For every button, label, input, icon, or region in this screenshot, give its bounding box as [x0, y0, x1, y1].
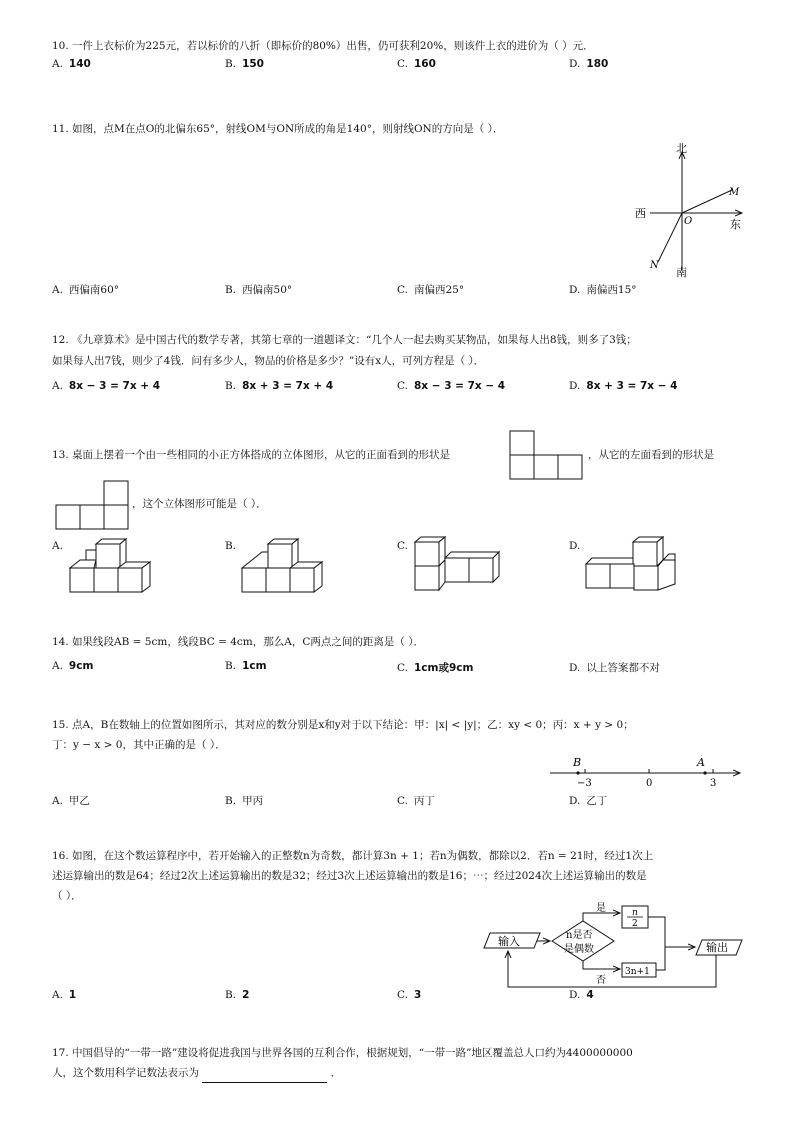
- question-14-options: [52, 660, 742, 678]
- question-15-options: [52, 793, 742, 811]
- output-label: 输出: [706, 941, 728, 954]
- north-label: 北: [676, 142, 687, 155]
- question-17-stem-line-2: [52, 1063, 742, 1083]
- question-12-options: [52, 380, 742, 398]
- cube-figure-a: [66, 538, 161, 600]
- option-c[interactable]: C. 丙丁: [397, 795, 435, 807]
- option-d[interactable]: D. 4: [569, 989, 594, 1001]
- point-o-label: O: [684, 216, 693, 227]
- cube-figure-b: [238, 538, 333, 600]
- decision-label-1: n是否: [566, 930, 593, 941]
- tick-label: −3: [577, 778, 592, 789]
- option-b[interactable]: B.: [225, 540, 237, 552]
- question-10-options: [52, 58, 742, 76]
- input-label: 输入: [498, 935, 520, 948]
- tick-label: 0: [646, 778, 653, 789]
- option-b[interactable]: B. 8x + 3 = 7x + 4: [225, 380, 334, 392]
- question-12-stem-line-1: 12. 《九章算术》是中国古代的数学专著，其第七章的一道题译文：“几个人一起去购买某物品，如果每人出8钱，则多了3钱；: [52, 334, 637, 346]
- no-label: 否: [596, 975, 606, 986]
- left-view-figure: [52, 480, 132, 530]
- question-13-stem-part-3: ，这个立体图形可能是（ ）．: [132, 498, 267, 510]
- option-c[interactable]: C. 160: [397, 58, 436, 70]
- option-c[interactable]: C. 1cm或9cm: [397, 662, 474, 674]
- option-d[interactable]: D. 南偏西15°: [569, 284, 637, 296]
- option-a[interactable]: A. 140: [52, 58, 91, 70]
- odd-step-label: 3n+1: [625, 967, 650, 977]
- option-a[interactable]: A.: [52, 540, 63, 552]
- question-16-stem-line-2: 述运算输出的数是64；经过2次上述运算输出的数是32；经过3次上述运算输出的数是16；⋯；经过2024次上述运算输出的数是: [52, 870, 647, 882]
- south-label: 南: [676, 266, 687, 279]
- option-a[interactable]: A. 8x − 3 = 7x + 4: [52, 380, 161, 392]
- front-view-figure: [509, 430, 585, 482]
- option-a[interactable]: A. 1: [52, 989, 77, 1001]
- flowchart-figure: [480, 903, 750, 993]
- east-label: 东: [730, 218, 741, 231]
- option-b[interactable]: B. 甲丙: [225, 795, 264, 807]
- question-10-stem: 10. 一件上衣标价为225元，若以标价的八折（即标价的80%）出售，仍可获利20%，则该件上衣的进价为（ ）元．: [52, 40, 594, 52]
- point-m-label: M: [729, 187, 740, 198]
- option-d[interactable]: D. 8x + 3 = 7x − 4: [569, 380, 678, 392]
- half-numerator: n: [632, 908, 638, 918]
- option-b[interactable]: B. 西偏南50°: [225, 284, 293, 296]
- option-c[interactable]: C. 南偏西25°: [397, 284, 465, 296]
- question-16-stem-line-1: 16. 如图，在这个数运算程序中，若开始输入的正整数n为奇数，都计算3n + 1；若n为偶数，都除以2．若n = 21时，经过1次上: [52, 850, 654, 862]
- option-d[interactable]: D. 180: [569, 58, 609, 70]
- answer-blank[interactable]: [202, 1070, 327, 1083]
- question-11-stem: 11. 如图，点M在点O的北偏东65°，射线OM与ON所成的角是140°，则射线ON的方向是（ ）．: [52, 123, 504, 135]
- question-15-stem-line-2: 丁：y − x > 0，其中正确的是（ ）．: [52, 739, 226, 751]
- point-n-label: N: [650, 260, 659, 271]
- question-15-stem-line-1: 15. 点A，B在数轴上的位置如图所示，其对应的数分别是x和y对于以下结论：甲：|x| < |y|；乙：xy < 0；丙：x + y > 0；: [52, 719, 634, 731]
- question-17-period: ．: [330, 1067, 342, 1079]
- question-13-stem-part-1: 13. 桌面上摆着一个由一些相同的小正方体搭成的立体图形，从它的正面看到的形状是: [52, 449, 451, 461]
- question-12-stem-line-2: 如果每人出7钱，则少了4钱．问有多少人，物品的价格是多少？”设有x人，可列方程是（ ）．: [52, 355, 485, 367]
- west-label: 西: [635, 207, 646, 220]
- option-b[interactable]: B. 1cm: [225, 660, 267, 672]
- compass-figure: [630, 140, 750, 280]
- option-a[interactable]: A. 西偏南60°: [52, 284, 120, 296]
- question-17-stem-line-1: 17. 中国倡导的“一带一路”建设将促进我国与世界各国的互利合作，根据规划，“一带一路”地区覆盖总人口约为4400000000: [52, 1047, 633, 1059]
- option-b[interactable]: B. 2: [225, 989, 250, 1001]
- half-denominator: 2: [632, 919, 638, 929]
- option-d[interactable]: D. 乙丁: [569, 795, 608, 807]
- option-b[interactable]: B. 150: [225, 58, 264, 70]
- number-line-figure: [545, 752, 745, 792]
- question-16-options: [52, 989, 742, 1007]
- question-13-stem-part-2: ，从它的左面看到的形状是: [588, 449, 714, 461]
- question-11-options: [52, 282, 742, 300]
- point-b-label: B: [573, 756, 582, 769]
- point-a-label: A: [697, 756, 705, 769]
- option-a[interactable]: A. 甲乙: [52, 795, 90, 807]
- yes-label: 是: [596, 903, 606, 914]
- option-d[interactable]: D.: [569, 540, 581, 552]
- question-16-stem-line-3: （ ）．: [52, 890, 82, 902]
- option-c[interactable]: C.: [397, 540, 408, 552]
- question-14-stem: 14. 如果线段AB = 5cm，线段BC = 4cm，那么A，C两点之间的距离是（ ）．: [52, 636, 424, 648]
- tick-label: 3: [710, 778, 717, 789]
- cube-figure-c: [412, 536, 502, 598]
- option-d[interactable]: D. 以上答案都不对: [569, 662, 660, 674]
- cube-figure-d: [583, 536, 683, 598]
- option-c[interactable]: C. 3: [397, 989, 422, 1001]
- question-17-text: 人，这个数用科学记数法表示为: [52, 1067, 199, 1079]
- option-c[interactable]: C. 8x − 3 = 7x − 4: [397, 380, 506, 392]
- option-a[interactable]: A. 9cm: [52, 660, 94, 672]
- decision-label-2: 是偶数: [564, 944, 594, 955]
